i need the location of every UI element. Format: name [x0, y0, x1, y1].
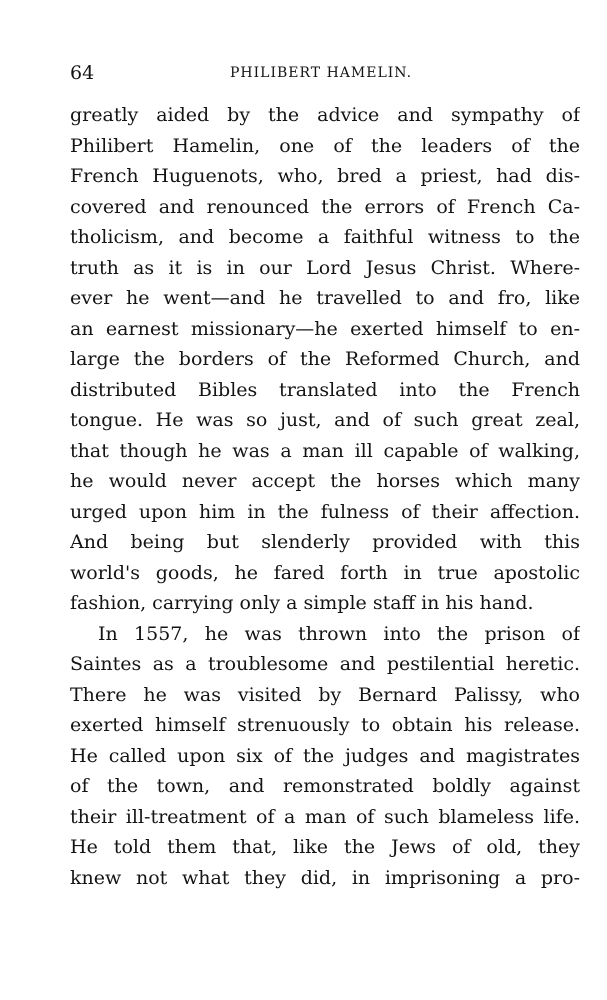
text-line: large the borders of the Reformed Church, and [70, 348, 580, 370]
text-line: world's goods, he fared forth in true apostolic [70, 561, 580, 584]
text-line: of the town, and remonstrated boldly against [70, 775, 580, 797]
text-line: an earnest missionary—he exerted himself to en- [70, 317, 580, 340]
text-line: fashion, carrying only a simple staff in his hand. [70, 592, 534, 614]
text-line: tholicism, and become a faithful witness to the [70, 226, 580, 248]
text-line: And being but slenderly provided with this [70, 531, 580, 553]
page-number: 64 [70, 62, 95, 84]
text-line: their ill-treatment of a man of such blameless life. [70, 805, 580, 828]
text-line: tongue. He was so just, and of such great zeal, [70, 409, 580, 431]
text-line: he would never accept the horses which many [70, 470, 580, 492]
text-line: He told them that, like the Jews of old, they [70, 836, 580, 858]
text-line: urged upon him in the fulness of their affection. [70, 500, 580, 523]
text-line: that though he was a man ill capable of walking, [70, 439, 580, 462]
text-line: Philibert Hamelin, one of the leaders of the [70, 134, 580, 157]
running-head [70, 58, 576, 88]
running-title: PHILIBERT HAMELIN. [230, 65, 413, 81]
text-line: distributed Bibles translated into the French [70, 378, 580, 401]
text-line: Saintes as a troublesome and pestilential heretic. [70, 653, 580, 675]
text-line: knew not what they did, in imprisoning a pro- [70, 866, 580, 889]
text-line: covered and renounced the errors of French Ca- [70, 195, 580, 218]
text-line: He called upon six of the judges and magistrates [70, 744, 580, 767]
text-line: exerted himself strenuously to obtain his release. [70, 714, 580, 736]
text-line: In 1557, he was thrown into the prison of [98, 622, 580, 645]
text-line: French Huguenots, who, bred a priest, had dis- [70, 165, 580, 187]
text-line: greatly aided by the advice and sympathy of [70, 104, 580, 126]
body-text [70, 100, 580, 893]
text-line: ever he went—and he travelled to and fro, like [70, 287, 580, 309]
text-line: truth as it is in our Lord Jesus Christ. Where- [70, 256, 580, 279]
text-line: There he was visited by Bernard Palissy, who [70, 683, 580, 706]
